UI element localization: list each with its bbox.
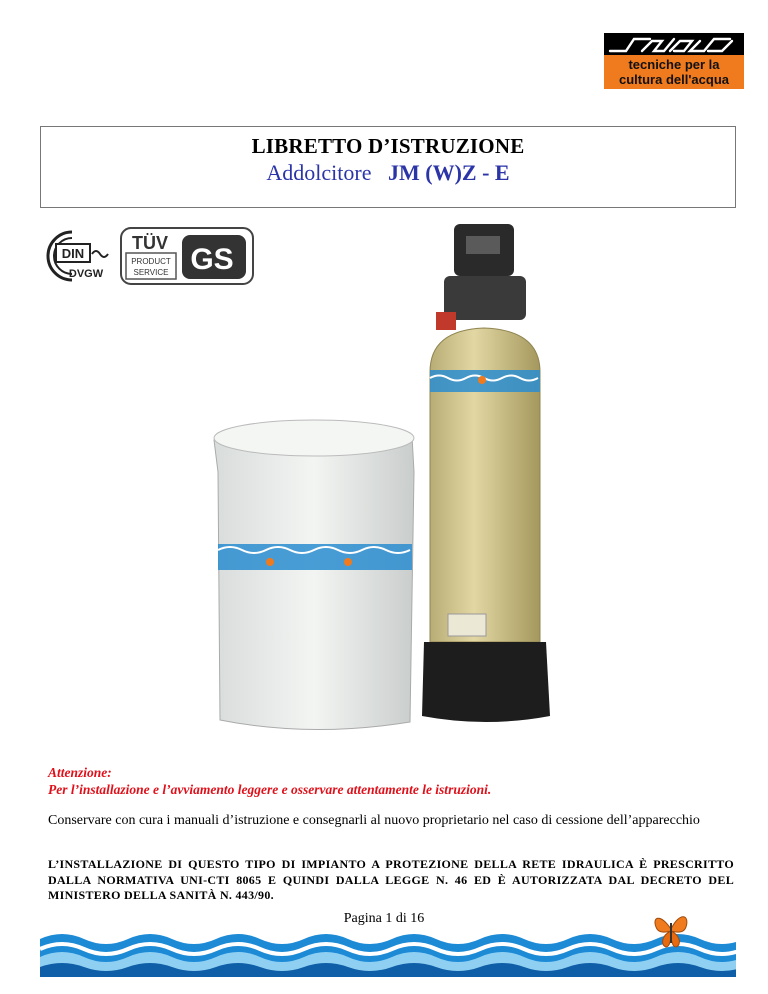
tuv-text: TÜV <box>132 233 168 253</box>
tagline-line1: tecniche per la <box>628 57 720 72</box>
brine-tank <box>214 420 414 730</box>
din-dvgw-logo <box>42 228 114 284</box>
document-title: LIBRETTO D’ISTRUZIONE <box>251 134 525 158</box>
title-box <box>40 126 736 208</box>
attention-notice <box>48 764 728 798</box>
document-subtitle <box>41 160 735 186</box>
judo-tagline <box>604 55 744 89</box>
judo-logo <box>604 33 744 89</box>
din-text: DIN <box>61 246 85 261</box>
legal-notice: L’INSTALLAZIONE DI QUESTO TIPO DI IMPIANTO A PROTEZIONE DELLA RETE IDRAULICA È PRESCRITTO DALLA NORMATIVA UNI-CTI 8065 E QUINDI DALLA LEGGE N. 46 ED È AUTORIZZATA DAL DECRETO DEL MINISTERO DELLA SANITÀ N. 443/90. <box>48 857 734 902</box>
dvgw-text: DVGW <box>68 268 104 280</box>
butterfly-icon <box>650 909 692 951</box>
judo-logo-wordmark <box>604 33 744 55</box>
resin-tank <box>422 224 550 722</box>
subtitle-prefix: Addolcitore <box>266 160 372 185</box>
page-number: Pagina 1 di 16 <box>343 911 425 926</box>
subtitle-model: JM (W)Z - E <box>388 160 510 185</box>
product-photo <box>190 222 590 738</box>
product-text: PRODUCT <box>131 257 171 266</box>
attention-text: Per l’installazione e l’avviamento leggere e osservare attentamente le istruzioni. <box>48 782 492 797</box>
tagline-line2: cultura dell'acqua <box>618 72 729 87</box>
footer-waves <box>40 925 736 977</box>
attention-label: Attenzione: <box>48 765 112 780</box>
gs-text: GS <box>190 243 234 276</box>
service-text: SERVICE <box>133 268 169 277</box>
keep-manual-text: Conservare con cura i manuali d’istruzione e consegnarli al nuovo proprietario nel caso di cessione dell’apparecchio <box>48 813 700 828</box>
